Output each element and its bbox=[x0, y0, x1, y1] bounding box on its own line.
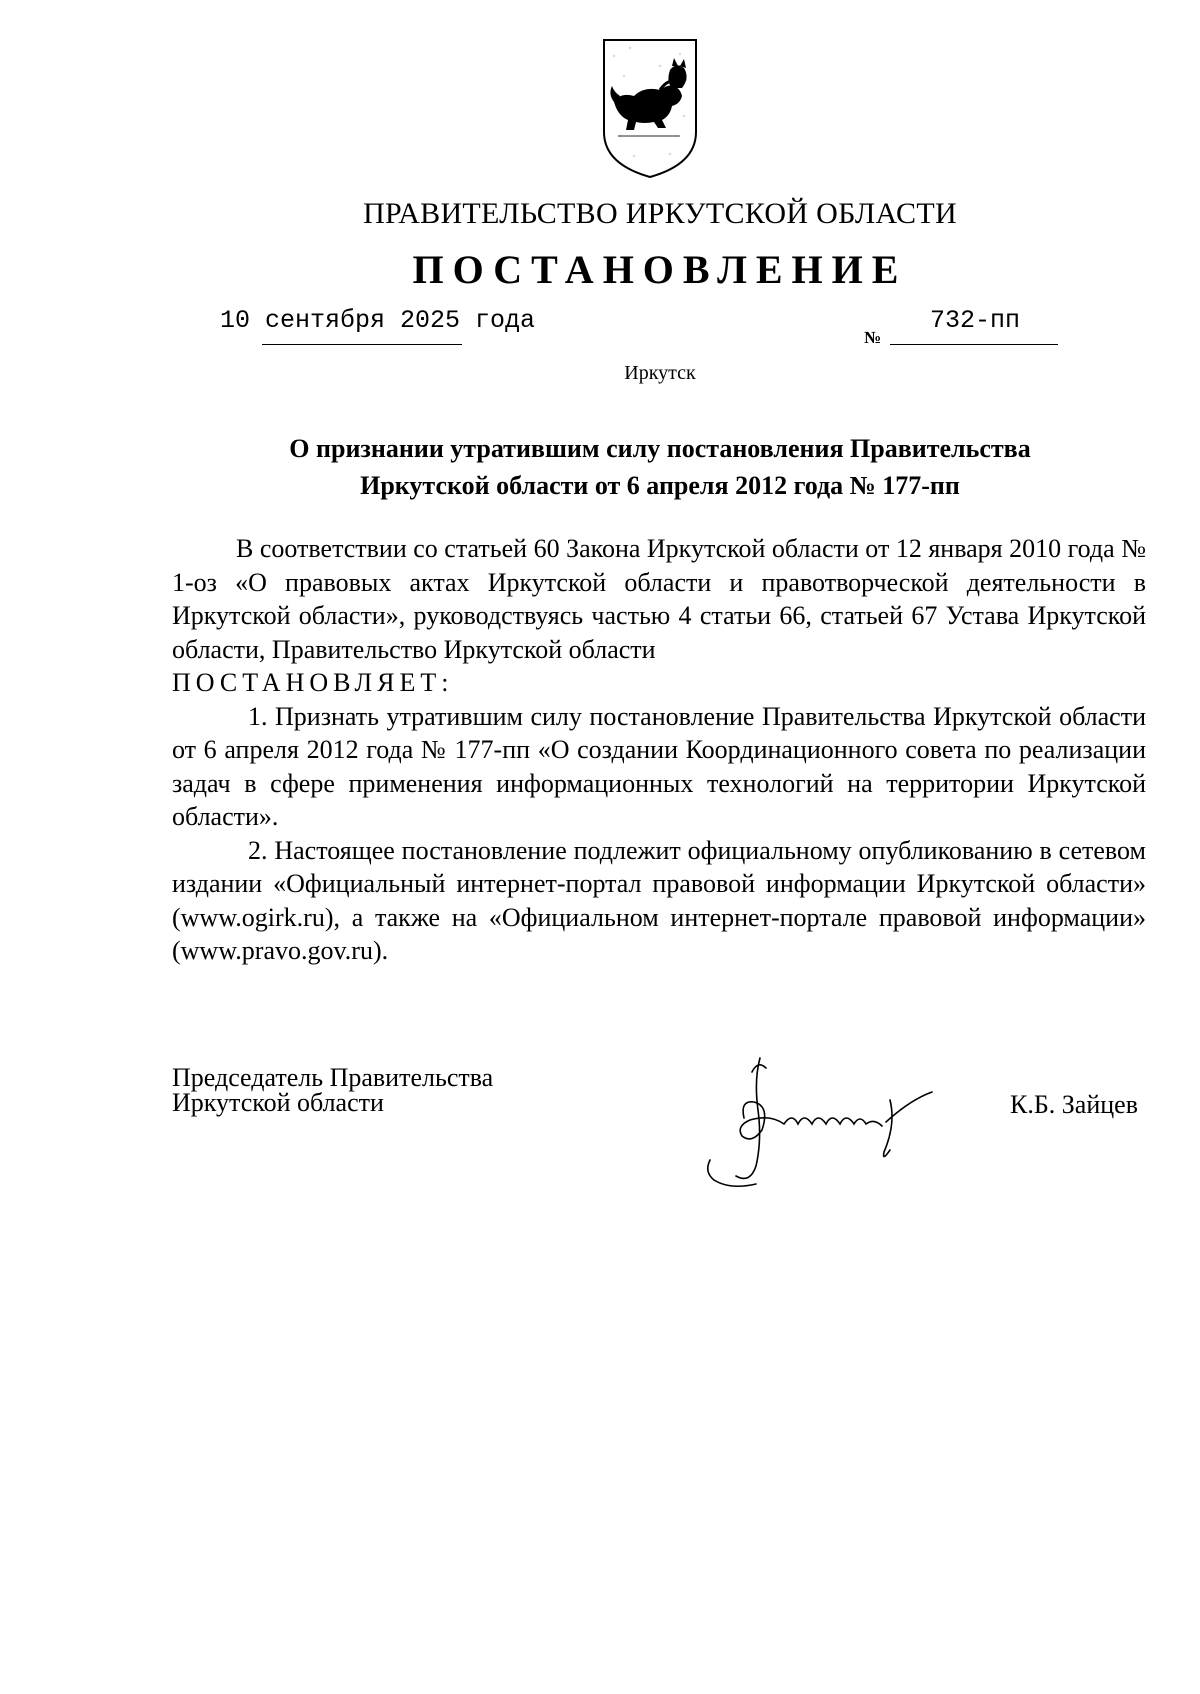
list-item: 2. Настоящее постановление подлежит официальному опубликованию в сетевом издании «Официальный интернет-портал правовой информации Иркутской области» (www.ogirk.ru), а также на «Официальном интернет-портале правовой информации» (www.pravo.gov.ru). bbox=[172, 835, 1146, 965]
document-subject bbox=[170, 430, 1150, 504]
document-type-title: ПОСТАНОВЛЕНИЕ bbox=[412, 247, 908, 292]
document-number: 732-пп bbox=[930, 306, 1021, 335]
resolve-heading: ПОСТАНОВЛЯЕТ: bbox=[172, 668, 454, 697]
subject-line: О признании утратившим силу постановления Правительства bbox=[289, 434, 1031, 463]
signatory-position bbox=[172, 1065, 493, 1115]
date-underline bbox=[262, 344, 462, 345]
position-line: Председатель Правительства bbox=[172, 1063, 494, 1092]
document-body bbox=[172, 532, 1146, 968]
government-name: ПРАВИТЕЛЬСТВО ИРКУТСКОЙ ОБЛАСТИ bbox=[363, 197, 957, 230]
subject-line: Иркутской области от 6 апреля 2012 года № 177-пп bbox=[360, 471, 960, 500]
position-line: Иркутской области bbox=[172, 1088, 384, 1117]
handwritten-signature-icon bbox=[700, 1040, 960, 1200]
number-underline bbox=[890, 344, 1058, 345]
document-date: 10 сентября 2025 года bbox=[220, 306, 536, 335]
coat-of-arms-icon bbox=[600, 36, 700, 181]
number-sign: № bbox=[864, 328, 882, 347]
list-item: 1. Признать утратившим силу постановление Правительства Иркутской области от 6 апреля 2012 года № 177-пп «О создании Координационного совета по реализации задач в сфере применения информационных технологий на территории Иркутской области». bbox=[172, 701, 1146, 831]
city-name: Иркутск bbox=[624, 362, 696, 384]
signatory-name: К.Б. Зайцев bbox=[1010, 1090, 1138, 1119]
intro-paragraph: В соответствии со статьей 60 Закона Иркутской области от 12 января 2010 года № 1-оз «О правовых актах Иркутской области и правотворческой деятельности в Иркутской области», руководствуясь частью 4 статьи 66, статьей 67 Устава Иркутской области, Правительство Иркутской области bbox=[172, 534, 1146, 664]
